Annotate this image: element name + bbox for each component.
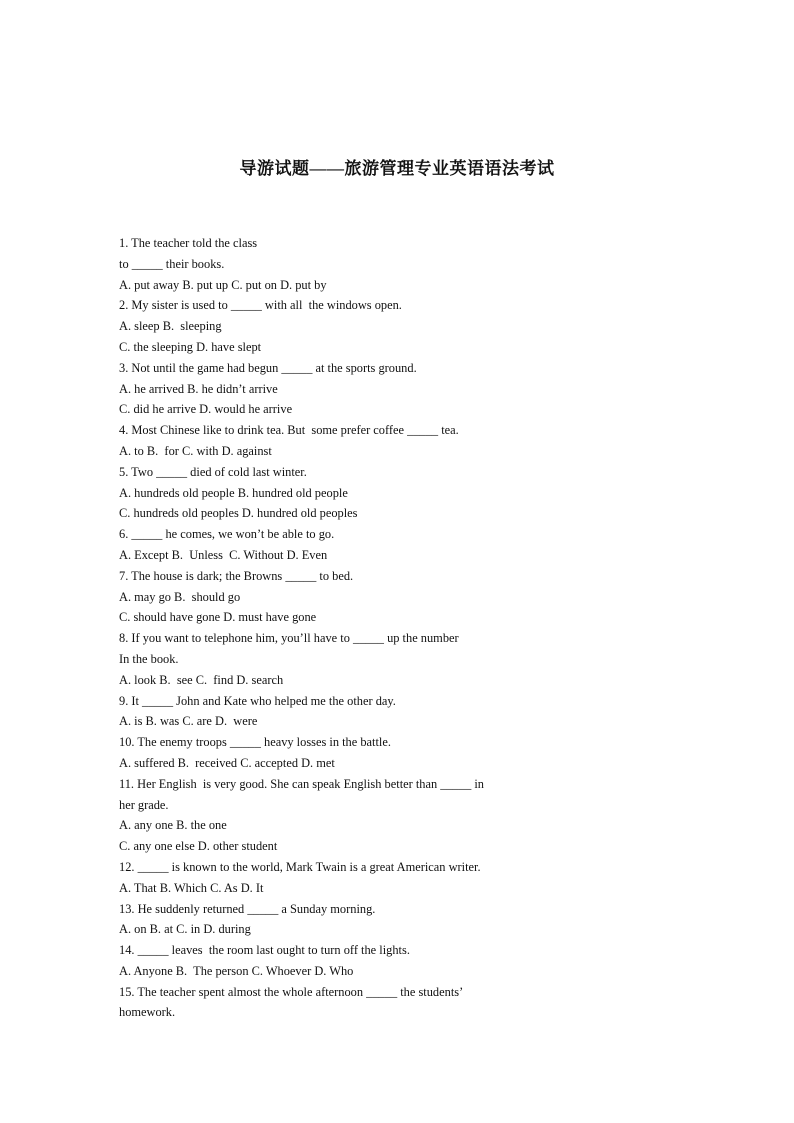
text-line: A. may go B. should go (119, 589, 241, 604)
text-line: A. That B. Which C. As D. It (119, 880, 264, 895)
text-line: A. Except B. Unless C. Without D. Even (119, 547, 328, 562)
text-line: A. look B. see C. find D. search (119, 672, 284, 687)
text-line: 15. The teacher spent almost the whole afternoon _____ the students’ (119, 984, 464, 999)
text-line: 7. The house is dark; the Browns _____ to bed. (119, 568, 354, 583)
text-line: homework. (119, 1005, 176, 1020)
text-line: A. Anyone B. The person C. Whoever D. Who (119, 963, 354, 978)
text-line: 4. Most Chinese like to drink tea. But some prefer coffee _____ tea. (119, 423, 459, 438)
text-line: 6. _____ he comes, we won’t be able to go. (119, 527, 335, 542)
text-line: 2. My sister is used to _____ with all the windows open. (119, 298, 402, 313)
text-line: C. hundreds old peoples D. hundred old peoples (119, 506, 358, 521)
text-line: 5. Two _____ died of cold last winter. (119, 464, 307, 479)
text-line: C. did he arrive D. would he arrive (119, 402, 293, 417)
text-line: 12. _____ is known to the world, Mark Twain is a great American writer. (119, 859, 481, 874)
text-line: A. to B. for C. with D. against (119, 443, 272, 458)
text-line: A. suffered B. received C. accepted D. met (119, 755, 335, 770)
question-list (119, 233, 679, 1023)
text-line: 14. _____ leaves the room last ought to turn off the lights. (119, 943, 410, 958)
text-line: 10. The enemy troops _____ heavy losses in the battle. (119, 735, 391, 750)
text-line: A. sleep B. sleeping (119, 319, 222, 334)
text-line: A. is B. was C. are D. were (119, 714, 258, 729)
text-line: A. on B. at C. in D. during (119, 922, 251, 937)
text-line: 1. The teacher told the class (119, 236, 258, 250)
text-line: 8. If you want to telephone him, you’ll have to _____ up the number (119, 631, 459, 646)
text-line: to _____ their books. (119, 256, 225, 271)
document-title: 导游试题——旅游管理专业英语语法考试 (239, 159, 555, 178)
text-line: C. the sleeping D. have slept (119, 339, 262, 354)
text-line: A. put away B. put up C. put on D. put by (119, 277, 327, 292)
text-line: In the book. (119, 651, 179, 666)
text-line: A. any one B. the one (119, 818, 227, 833)
text-line: 11. Her English is very good. She can speak English better than _____ in (119, 776, 484, 791)
text-line: her grade. (119, 797, 169, 812)
text-line: C. any one else D. other student (119, 839, 278, 854)
text-line: 3. Not until the game had begun _____ at the sports ground. (119, 360, 417, 375)
text-line: A. he arrived B. he didn’t arrive (119, 381, 278, 396)
text-line: A. hundreds old people B. hundred old people (119, 485, 348, 500)
text-line: 9. It _____ John and Kate who helped me the other day. (119, 693, 396, 708)
text-line: C. should have gone D. must have gone (119, 610, 317, 625)
text-line: 13. He suddenly returned _____ a Sunday morning. (119, 901, 376, 916)
